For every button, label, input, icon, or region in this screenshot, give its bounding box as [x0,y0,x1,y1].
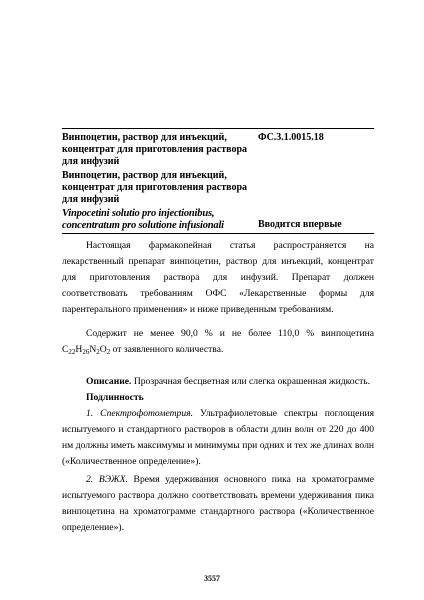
header-bottom-rule [62,233,374,234]
item2-text: Время удерживания основного пика на хроматограмме испытуемого раствора должно соответствовать времени удерживания пика винпоцетина на хроматограмме стандартного раствора («Количественное определение»). [62,474,374,533]
description-paragraph [62,374,374,390]
title-latin: Vinpocetini solutio pro injectionibus, concentratum pro solutione infusionali [62,208,224,231]
item1-paragraph [62,406,374,470]
item1-label: 1. Спектрофотометрия. [86,408,193,419]
header-top-rule [62,128,374,129]
item2-paragraph [62,472,374,536]
header-row-3 [62,208,374,234]
header-row-2 [62,170,374,206]
authenticity-heading: Подлинность [86,392,144,403]
content-prefix: Содержит не менее 90,0 % и не более 110,0 % винпоцетина C [62,328,374,355]
header-row-1 [62,132,374,168]
content-suffix: от заявленного количества. [112,344,224,355]
intro-paragraph: Настоящая фармакопейная статья распространяется на лекарственный препарат винпоцетин, раствор для инъекций, концентрат для приготовления раствора для инфузий. Препарат должен соответствовать требованиям ОФС «Лекарственные формы для парентерального применения» и ниже приведенным требованиям. [62,240,374,315]
item1-text: Ультрафиолетовые спектры поглощения испытуемого и стандартного растворов в области длин волн от 220 до 400 нм должны иметь максимумы и минимумы при одних и тех же длинах волн («Количественное определение»). [62,408,375,467]
item2-label: 2. ВЭЖХ. [86,474,128,485]
title-ru-1: Винпоцетин, раствор для инъекций, концентрат для приготовления раствора для инфузий [62,132,248,167]
formula-sub-c: 22 [68,348,76,356]
formula-sub-n: 2 [96,348,100,356]
formula-n: N [89,344,97,355]
formula-o: O [99,344,107,355]
title-ru-2: Винпоцетин, раствор для инъекций, концентрат для приготовления раствора для инфузий [62,170,248,205]
formula-h: H [75,344,83,355]
formula-sub-h: 26 [82,348,90,356]
description-text: Прозрачная бесцветная или слегка окрашенная жидкость. [133,376,371,387]
content-paragraph [62,326,374,358]
description-label: Описание. [86,376,132,387]
status-label: Вводится впервые [258,219,342,230]
monograph-code: ФС.3.1.0015.18 [258,132,324,143]
page-number: 3557 [204,574,220,583]
formula-sub-o: 2 [106,348,111,356]
